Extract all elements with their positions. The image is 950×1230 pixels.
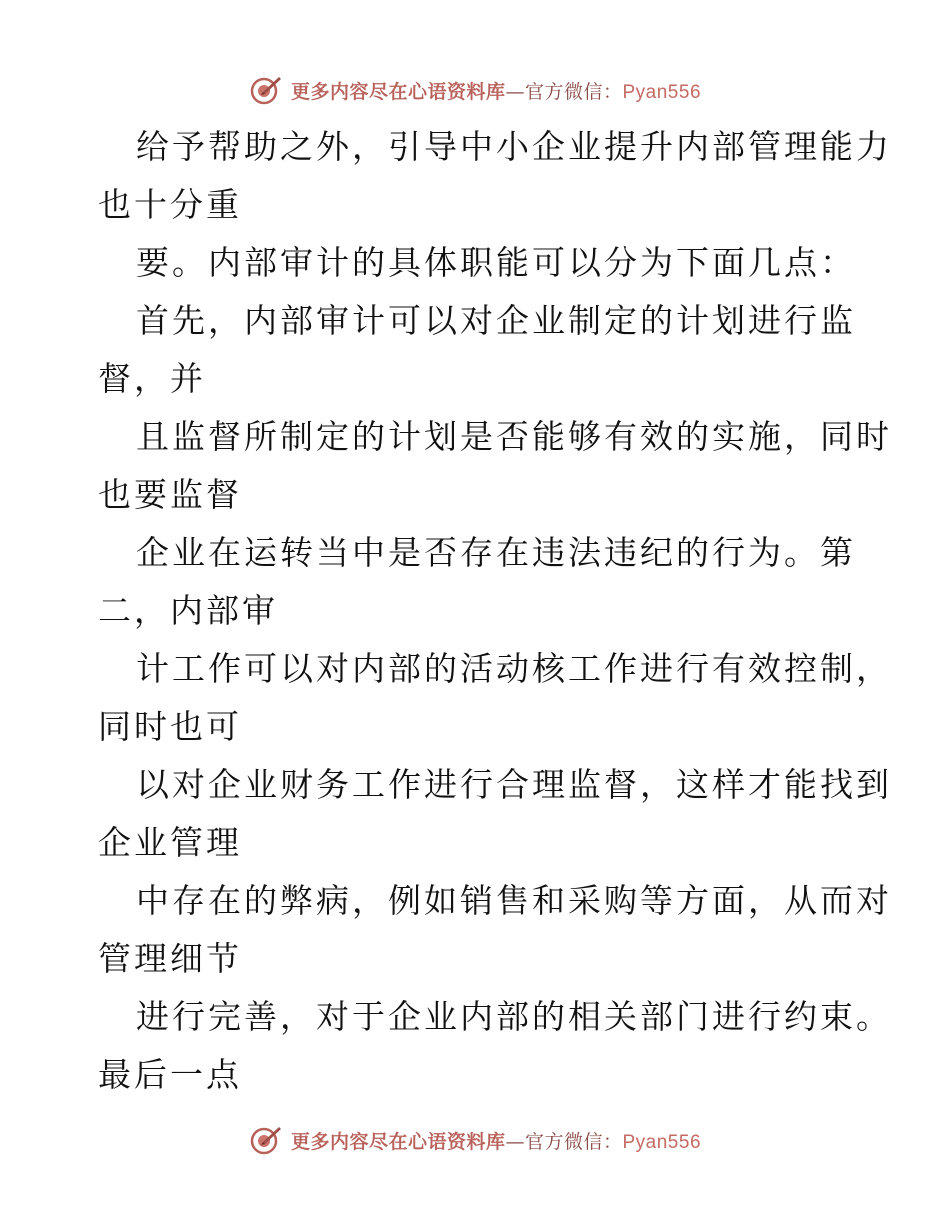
body-line: 企业在运转当中是否存在违法违纪的行为。第 [136,533,856,572]
document-body [98,118,892,1104]
body-line: 管理细节 [98,939,242,978]
pen-logo-icon [249,73,283,107]
body-line: 进行完善，对于企业内部的相关部门进行约束。 [136,997,892,1036]
footer-banner-text: 更多内容尽在心语资料库—官方微信：Pyan556 [290,1130,702,1153]
pen-logo-icon [249,1123,283,1157]
body-line: 首先，内部审计可以对企业制定的计划进行监 [136,301,856,340]
body-line: 且监督所制定的计划是否能够有效的实施，同时 [136,417,892,456]
body-line: 中存在的弊病，例如销售和采购等方面，从而对 [136,881,892,920]
body-line: 同时也可 [98,707,242,746]
footer-banner [0,1120,950,1160]
body-line: 也要监督 [98,475,242,514]
header-banner-text: 更多内容尽在心语资料库—官方微信：Pyan556 [290,80,702,103]
body-line: 企业管理 [98,823,242,862]
body-line: 也十分重 [98,185,242,224]
body-line: 计工作可以对内部的活动核工作进行有效控制， [136,649,892,688]
body-line: 要。内部审计的具体职能可以分为下面几点： [136,243,856,282]
body-line: 给予帮助之外，引导中小企业提升内部管理能力 [136,127,892,166]
header-banner [0,70,950,110]
body-line: 最后一点 [98,1055,242,1094]
body-line: 二，内部审 [98,591,278,630]
body-line: 以对企业财务工作进行合理监督，这样才能找到 [136,765,892,804]
body-line: 督，并 [98,359,206,398]
